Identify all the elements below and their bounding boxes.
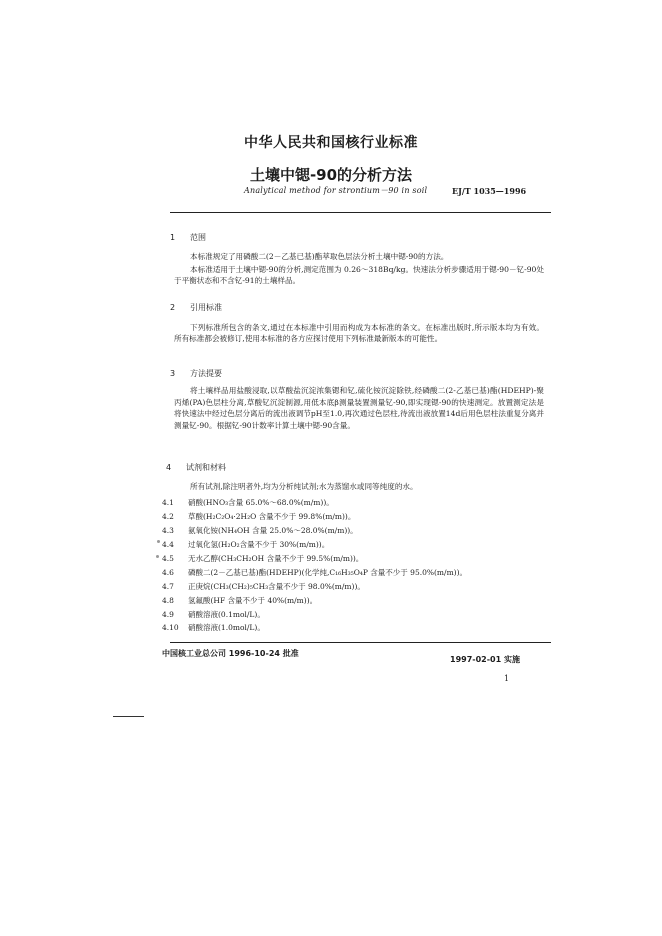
section-1-heading	[170, 232, 206, 243]
header-divider	[170, 212, 551, 213]
section-4-heading	[166, 462, 226, 473]
section-1-paragraph-2: 本标准适用于土壤中锶-90的分析,测定范围为 0.26～318Bq/kg。快速法分析步骤适用于锶-90－钇-90处于平衡状态和不含钇-91的土壤样品。	[174, 265, 544, 285]
margin-mark	[113, 716, 144, 717]
section-2-heading	[170, 302, 222, 313]
section-3-heading	[170, 368, 222, 379]
section-2-paragraph-1: 下列标准所包含的条文,通过在本标准中引用而构成为本标准的条文。在标准出版时,所示版本均为有效。所有标准都会被修订,使用本标准的各方应探讨使用下列标准最新版本的可能性。	[174, 323, 544, 343]
reagent-item: 4.5 无水乙醇(CH₃CH₂OH 含量不少于 99.5%(m/m))。	[162, 554, 364, 563]
section-3-paragraph-1: 将土壤样品用盐酸浸取,以草酸盐沉淀浓集锶和钇,硫化铵沉淀除铁,经磷酸二(2-乙基已基)酯(HDEHP)-聚丙烯(PA)色层柱分离,草酸钇沉淀制源,用低本底β测量装置测量钇-90,即实现锶-90的快速测定。放置测定法是将快速法中经过色层分离后的流出液调节pH至1.0,再次通过色层柱,待流出液放置14d后用色层柱法重复分离并测量钇-90。根据钇-90计数率计算土壤中锶-90含量。	[174, 386, 544, 430]
approval-line: 中国核工业总公司 1996-10-24 批准	[162, 649, 299, 658]
reagent-item: 4.1 硝酸(HNO₃含量 65.0%～68.0%(m/m))。	[162, 498, 334, 507]
reagent-item: 4.7 正庚烷(CH₃(CH₂)₅CH₃含量不少于 98.0%(m/m))。	[162, 582, 365, 591]
standard-code: EJ/T 1035—1996	[452, 186, 527, 196]
section-number: 2	[170, 303, 176, 312]
reagent-item: 4.8 氢氟酸(HF 含量不少于 40%(m/m))。	[162, 596, 318, 605]
reagent-item: 4.9 硝酸溶液(0.1mol/L)。	[162, 610, 265, 619]
section-1-paragraph-1: 本标准规定了用磷酸二(2－乙基已基)酯萃取色层法分析土壤中锶-90的方法。	[190, 252, 449, 261]
section-title: 试剂和材料	[186, 463, 226, 472]
section-title: 引用标准	[190, 303, 222, 312]
page-number: 1	[504, 674, 510, 683]
effective-date: 1997-02-01 实施	[450, 655, 520, 664]
reagent-item: 4.6 磷酸二(2－乙基已基)酯(HDEHP)(化学纯,C₁₆H₃₅O₄P 含量不少于 95.0%(m/m))。	[162, 568, 468, 577]
scan-speck	[157, 540, 160, 543]
reagent-item: 4.4 过氧化氢(H₂O₂含量不少于 30%(m/m))。	[162, 540, 330, 549]
section-number: 3	[170, 369, 176, 378]
footer-divider	[170, 642, 551, 643]
reagent-item: 4.2 草酸(H₂C₂O₄·2H₂O 含量不少于 99.8%(m/m))。	[162, 512, 356, 521]
section-number: 1	[170, 233, 176, 242]
document-title: 土壤中锶-90的分析方法	[249, 166, 413, 184]
section-title: 范围	[190, 233, 206, 242]
scan-speck	[156, 555, 159, 558]
document-title-english: Analytical method for strontium－90 in soil	[244, 186, 428, 195]
section-number: 4	[166, 463, 172, 472]
section-title: 方法提要	[190, 369, 222, 378]
reagent-item: 4.10 硝酸溶液(1.0mol/L)。	[162, 623, 265, 632]
standard-name: 中华人民共和国核行业标准	[244, 135, 418, 151]
reagent-item: 4.3 氨氧化铵(NH₄OH 含量 25.0%～28.0%(m/m))。	[162, 526, 358, 535]
section-4-intro: 所有试剂,除注明者外,均为分析纯试剂;水为蒸馏水或同等纯度的水。	[190, 482, 418, 491]
